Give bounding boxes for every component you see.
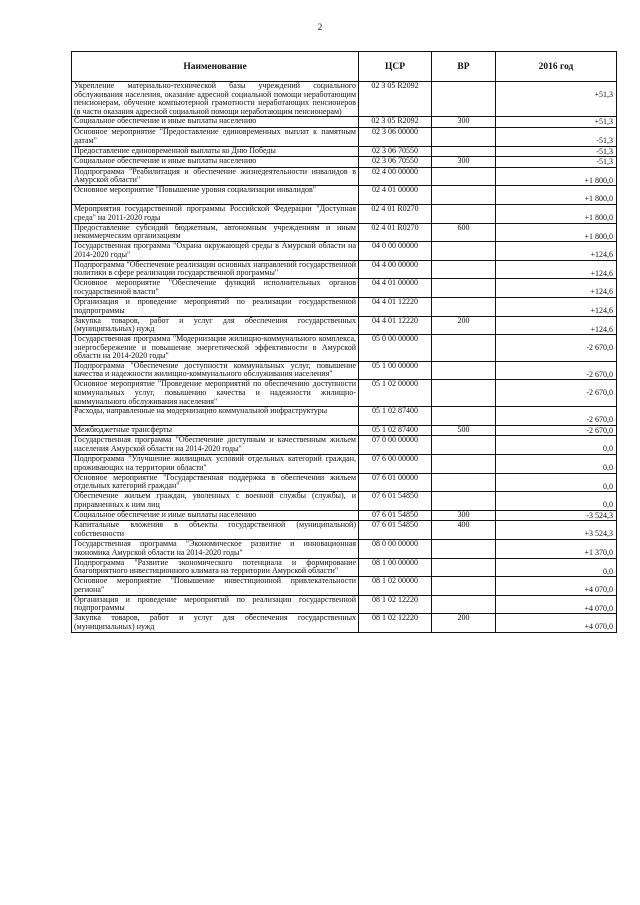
amount-cell [496, 260, 617, 279]
code-cell: 08 1 02 00000 [359, 577, 432, 596]
type-cell: 600 [432, 223, 496, 242]
amount-value: +1 800,0 [584, 212, 613, 222]
amount-cell [496, 595, 617, 614]
name-cell: Основное мероприятие "Предоставление единовременных выплат к памятным датам" [72, 127, 359, 146]
type-cell [432, 558, 496, 577]
header-type: ВР [432, 52, 496, 82]
name-cell: Основное мероприятие "Повышение инвестиционной привлекательности региона" [72, 577, 359, 596]
type-cell [432, 577, 496, 596]
code-cell: 02 3 06 70550 [359, 146, 432, 157]
code-cell: 07 6 01 00000 [359, 473, 432, 492]
name-cell: Предоставление единовременной выплаты ко Дню Победы [72, 146, 359, 157]
table-row [72, 117, 617, 128]
table-row [72, 492, 617, 511]
table-row [72, 436, 617, 455]
code-cell: 05 1 02 87400 [359, 425, 432, 436]
amount-cell [496, 361, 617, 380]
type-cell [432, 335, 496, 362]
amount-value: +4 070,0 [584, 622, 613, 632]
header-code: ЦСР [359, 52, 432, 82]
code-cell: 07 0 00 00000 [359, 436, 432, 455]
type-cell [432, 473, 496, 492]
amount-cell [496, 335, 617, 362]
amount-cell [496, 186, 617, 205]
amount-value: -2 670,0 [586, 343, 613, 353]
code-cell: 07 6 01 54850 [359, 521, 432, 540]
amount-value: -2 670,0 [586, 369, 613, 379]
name-cell: Основное мероприятие "Проведение мероприятий по обеспечению доступности коммунальных услуг, повышению качества и надежности жилищно-коммунального обслуживания населения" [72, 380, 359, 407]
table-row [72, 146, 617, 157]
code-cell: 08 1 02 12220 [359, 595, 432, 614]
table-row [72, 242, 617, 261]
table-row [72, 577, 617, 596]
code-cell: 02 3 06 00000 [359, 127, 432, 146]
amount-value: 0,0 [603, 463, 613, 473]
table-row [72, 558, 617, 577]
table-row [72, 204, 617, 223]
name-cell: Укрепление материально-технической базы учреждений социального обслуживания населения, оказание адресной социальной помощи неработающим пенсионерам, обучение компьютерной грамотности неработающих пенсионеров (в части оказания адресной социальной помощи неработающим пенсионерам) [72, 82, 359, 117]
name-cell: Социальное обеспечение и иные выплаты населению [72, 510, 359, 521]
table-row [72, 455, 617, 474]
name-cell: Подпрограмма "Обеспечение доступности коммунальных услуг, повышение качества и надежности жилищно-коммунального обслуживания населения" [72, 361, 359, 380]
amount-value: +4 070,0 [584, 585, 613, 595]
name-cell: Организация и проведение мероприятий по реализации государственной подпрограммы [72, 297, 359, 316]
name-cell: Основное мероприятие "Государственная поддержка в обеспечении жильем отдельных категорий граждан" [72, 473, 359, 492]
code-cell: 08 1 02 12220 [359, 614, 432, 633]
page-number: 2 [317, 22, 323, 32]
type-cell [432, 540, 496, 559]
name-cell: Закупка товаров, работ и услуг для обеспечения государственных (муниципальных) нужд [72, 316, 359, 335]
name-cell: Государственная программа "Обеспечение доступным и качественным жильем населения Амурской области на 2014-2020 годы" [72, 436, 359, 455]
amount-cell [496, 279, 617, 298]
name-cell: Расходы, направленные на модернизацию коммунальной инфраструктуры [72, 407, 359, 426]
code-cell: 07 6 01 54850 [359, 492, 432, 511]
amount-value: +124,6 [590, 268, 613, 278]
code-cell: 05 1 02 87400 [359, 407, 432, 426]
amount-cell [496, 558, 617, 577]
code-cell: 07 6 01 54850 [359, 510, 432, 521]
type-cell: 200 [432, 614, 496, 633]
amount-value: 0,0 [603, 500, 613, 510]
amount-cell [496, 455, 617, 474]
amount-cell [496, 380, 617, 407]
code-cell: 04 4 01 12220 [359, 316, 432, 335]
name-cell: Основное мероприятие "Обеспечение функций исполнительных органов государственной власти" [72, 279, 359, 298]
name-cell: Межбюджетные трансферты [72, 425, 359, 436]
table-row [72, 335, 617, 362]
name-cell: Государственная программа "Экономическое развитие и инновационная экономика Амурской области на 2014-2020 годы" [72, 540, 359, 559]
name-cell: Обеспечение жильем граждан, уволенных с военной службы (службы), и приравненных к ним лиц [72, 492, 359, 511]
amount-value: -2 670,0 [586, 425, 613, 435]
name-cell: Подпрограмма "Улучшение жилищных условий отдельных категорий граждан, проживающих на территории области" [72, 455, 359, 474]
type-cell: 300 [432, 157, 496, 168]
type-cell [432, 436, 496, 455]
name-cell: Подпрограмма "Реабилитация и обеспечение жизнедеятельности инвалидов в Амурской области" [72, 167, 359, 186]
amount-cell [496, 540, 617, 559]
code-cell: 02 4 01 R0270 [359, 204, 432, 223]
type-cell [432, 204, 496, 223]
name-cell: Подпрограмма "Развитие экономического потенциала и формирование благоприятного инвестиционного климата на территории Амурской области" [72, 558, 359, 577]
table-row [72, 223, 617, 242]
table-row [72, 157, 617, 168]
code-cell: 05 0 00 00000 [359, 335, 432, 362]
amount-value: -3 524,3 [586, 510, 613, 520]
amount-cell [496, 157, 617, 168]
amount-cell [496, 223, 617, 242]
amount-cell [496, 117, 617, 128]
amount-cell [496, 297, 617, 316]
amount-value: 0,0 [603, 566, 613, 576]
amount-value: +124,6 [590, 305, 613, 315]
type-cell [432, 186, 496, 205]
type-cell: 300 [432, 117, 496, 128]
budget-table-container [71, 51, 616, 633]
type-cell: 300 [432, 510, 496, 521]
amount-value: -51,3 [596, 146, 613, 156]
type-cell [432, 82, 496, 117]
amount-value: +124,6 [590, 287, 613, 297]
type-cell: 200 [432, 316, 496, 335]
type-cell: 500 [432, 425, 496, 436]
amount-value: +1 370,0 [584, 548, 613, 557]
table-row [72, 316, 617, 335]
amount-value: -51,3 [596, 135, 613, 145]
amount-cell [496, 510, 617, 521]
code-cell: 05 1 02 00000 [359, 380, 432, 407]
amount-value: -2 670,0 [586, 415, 613, 425]
amount-value: +124,6 [590, 250, 613, 260]
amount-value: +1 800,0 [584, 231, 613, 241]
type-cell [432, 455, 496, 474]
type-cell [432, 279, 496, 298]
table-row [72, 82, 617, 117]
code-cell: 02 4 00 00000 [359, 167, 432, 186]
table-row [72, 614, 617, 633]
table-row [72, 297, 617, 316]
table-row [72, 167, 617, 186]
amount-value: +1 800,0 [584, 175, 613, 185]
table-row [72, 407, 617, 426]
type-cell [432, 361, 496, 380]
table-row [72, 380, 617, 407]
name-cell: Подпрограмма "Обеспечение реализации основных направлений государственной политики в сфере реализации государственной программы" [72, 260, 359, 279]
type-cell: 400 [432, 521, 496, 540]
type-cell [432, 260, 496, 279]
code-cell: 04 4 01 00000 [359, 279, 432, 298]
name-cell: Предоставление субсидий бюджетным, автономным учреждениям и иным некоммерческим организациям [72, 223, 359, 242]
table-header-row [72, 52, 617, 82]
amount-cell [496, 146, 617, 157]
amount-cell [496, 167, 617, 186]
table-row [72, 510, 617, 521]
amount-cell [496, 436, 617, 455]
amount-value: +124,6 [590, 324, 613, 334]
amount-cell [496, 242, 617, 261]
amount-value: +3 524,3 [584, 529, 613, 539]
amount-value: -51,3 [596, 157, 613, 167]
type-cell [432, 242, 496, 261]
amount-cell [496, 407, 617, 426]
code-cell: 04 0 00 00000 [359, 242, 432, 261]
table-row [72, 473, 617, 492]
name-cell: Государственная программа "Охрана окружающей среды в Амурской области на 2014-2020 годы" [72, 242, 359, 261]
amount-value: +4 070,0 [584, 603, 613, 613]
code-cell: 08 1 00 00000 [359, 558, 432, 577]
code-cell: 07 6 00 00000 [359, 455, 432, 474]
table-row [72, 361, 617, 380]
name-cell: Государственная программа "Модернизация жилищно-коммунального комплекса, энергосбережение и повышение энергетической эффективности в Амурской области на 2014-2020 годы" [72, 335, 359, 362]
budget-table [71, 51, 617, 633]
type-cell [432, 492, 496, 511]
amount-value: +51,3 [594, 90, 613, 99]
table-row [72, 186, 617, 205]
name-cell: Мероприятия государственной программы Российской Федерации "Доступная среда" на 2011-2020 годы [72, 204, 359, 223]
amount-cell [496, 614, 617, 633]
name-cell: Социальное обеспечение и иные выплаты населению [72, 157, 359, 168]
table-body [72, 82, 617, 633]
type-cell [432, 297, 496, 316]
amount-value: 0,0 [603, 444, 613, 454]
amount-cell [496, 204, 617, 223]
type-cell [432, 407, 496, 426]
code-cell: 05 1 00 00000 [359, 361, 432, 380]
code-cell: 04 4 01 12220 [359, 297, 432, 316]
amount-value: 0,0 [603, 481, 613, 491]
amount-value: +1 800,0 [584, 194, 613, 204]
header-year: 2016 год [496, 52, 617, 82]
code-cell: 02 4 01 00000 [359, 186, 432, 205]
table-row [72, 425, 617, 436]
code-cell: 02 4 01 R0270 [359, 223, 432, 242]
type-cell [432, 127, 496, 146]
amount-cell [496, 425, 617, 436]
code-cell: 02 3 06 70550 [359, 157, 432, 168]
name-cell: Капитальные вложения в объекты государственной (муниципальной) собственности [72, 521, 359, 540]
name-cell: Основное мероприятие "Повышение уровня социализации инвалидов" [72, 186, 359, 205]
amount-cell [496, 316, 617, 335]
name-cell: Закупка товаров, работ и услуг для обеспечения государственных (муниципальных) нужд [72, 614, 359, 633]
table-row [72, 540, 617, 559]
table-row [72, 595, 617, 614]
code-cell: 02 3 05 R2092 [359, 82, 432, 117]
amount-cell [496, 521, 617, 540]
header-name: Наименование [72, 52, 359, 82]
table-row [72, 127, 617, 146]
amount-cell [496, 577, 617, 596]
amount-cell [496, 473, 617, 492]
code-cell: 08 0 00 00000 [359, 540, 432, 559]
amount-cell [496, 127, 617, 146]
table-row [72, 260, 617, 279]
name-cell: Организация и проведение мероприятий по реализации государственной подпрограммы [72, 595, 359, 614]
amount-cell [496, 492, 617, 511]
table-row [72, 279, 617, 298]
type-cell [432, 595, 496, 614]
code-cell: 02 3 05 R2092 [359, 117, 432, 128]
table-row [72, 521, 617, 540]
amount-value: +51,3 [594, 117, 613, 127]
amount-cell [496, 82, 617, 117]
type-cell [432, 380, 496, 407]
amount-value: -2 670,0 [586, 388, 613, 398]
type-cell [432, 167, 496, 186]
name-cell: Социальное обеспечение и иные выплаты населению [72, 117, 359, 128]
type-cell [432, 146, 496, 157]
code-cell: 04 4 00 00000 [359, 260, 432, 279]
